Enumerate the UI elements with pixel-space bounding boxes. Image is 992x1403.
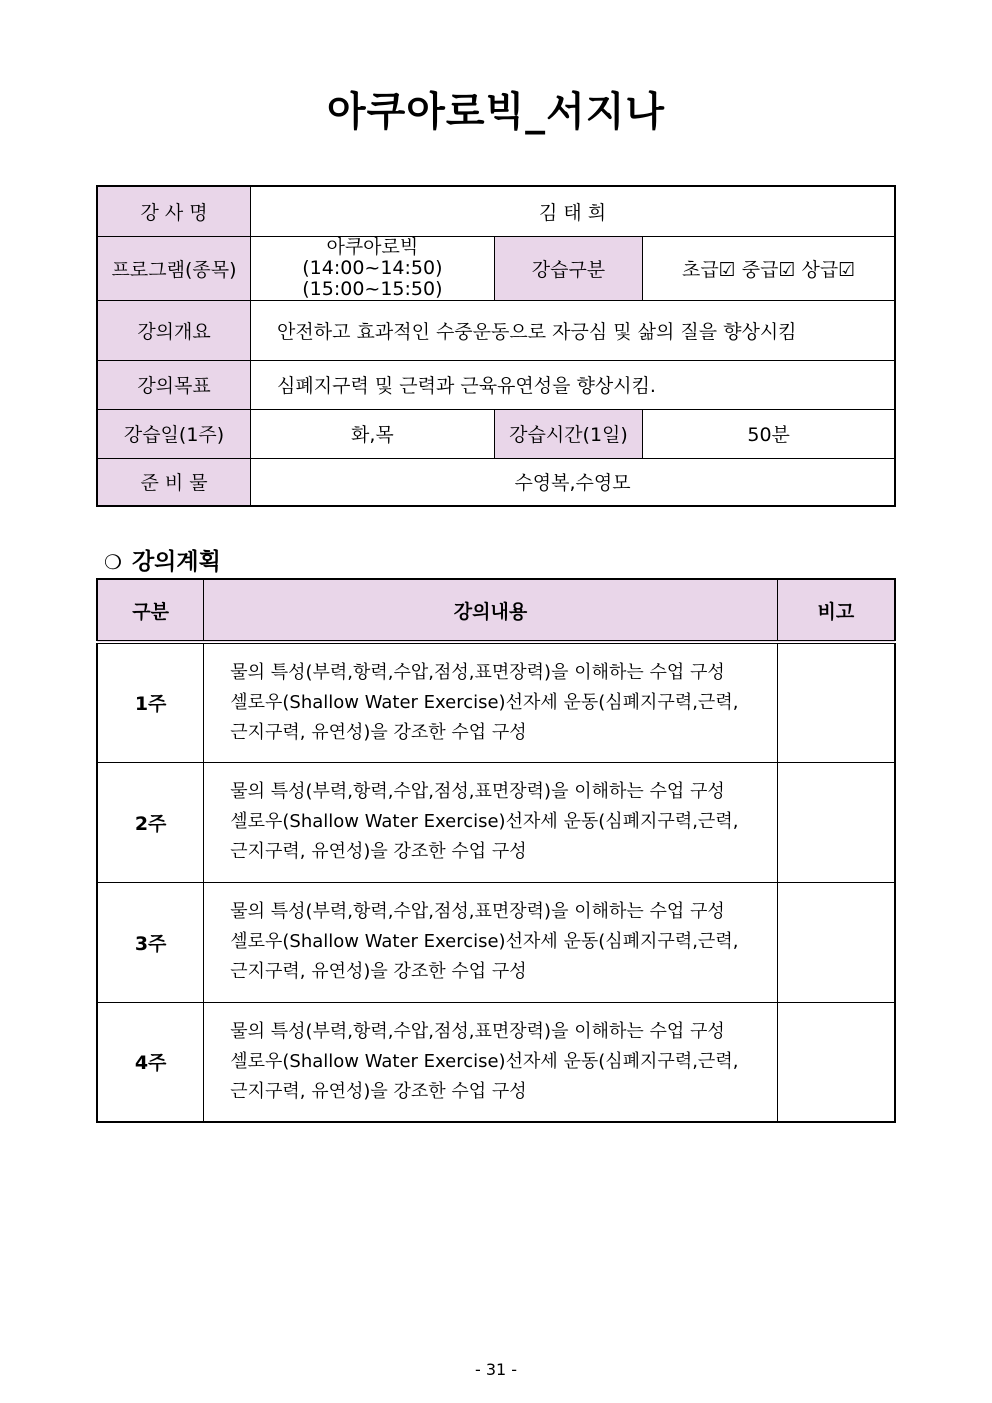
content-line: 물의 특성(부력,항력,수압,점성,표면장력)을 이해하는 수업 구성 xyxy=(230,1020,725,1042)
level-value: 초급☑ 중급☑ 상급☑ xyxy=(643,236,895,300)
overview-label: 강의개요 xyxy=(97,300,251,360)
week-cell: 2주 xyxy=(97,762,204,882)
content-line: 근지구력, 유연성)을 강조한 수업 구성 xyxy=(230,1080,527,1102)
overview-value: 안전하고 효과적인 수중운동으로 자긍심 및 삶의 질을 향상시킴 xyxy=(251,300,895,360)
circle-bullet-icon: ❍ xyxy=(104,550,122,574)
supplies-label: 준 비 물 xyxy=(97,458,251,506)
section-title: 강의계획 xyxy=(131,549,221,575)
note-cell xyxy=(777,882,895,1002)
page-title: 아쿠아로빅_서지나 xyxy=(326,89,666,135)
content-cell xyxy=(204,882,778,1002)
content-line: 물의 특성(부력,항력,수압,점성,표면장력)을 이해하는 수업 구성 xyxy=(230,781,725,802)
week-cell: 3주 xyxy=(97,882,204,1002)
duration-value: 50분 xyxy=(643,409,895,458)
program-label: 프로그램(종목) xyxy=(97,236,251,300)
table-row xyxy=(97,1002,895,1122)
section-heading xyxy=(104,543,221,576)
program-time-1: (14:00~14:50) xyxy=(302,256,443,279)
content-line: 셀로우(Shallow Water Exercise)선자세 운동(심폐지구력,근력, xyxy=(230,931,739,952)
instructor-value: 김 태 희 xyxy=(251,186,895,236)
table-row xyxy=(97,882,895,1002)
note-cell xyxy=(777,1002,895,1122)
content-cell xyxy=(204,762,778,882)
program-value xyxy=(251,236,495,300)
content-line: 물의 특성(부력,항력,수압,점성,표면장력)을 이해하는 수업 구성 xyxy=(230,901,725,922)
table-row xyxy=(97,762,895,882)
header-category: 구분 xyxy=(97,579,204,642)
note-cell xyxy=(777,642,895,762)
week-cell: 4주 xyxy=(97,1002,204,1122)
course-info-table xyxy=(96,185,896,507)
content-line: 근지구력, 유연성)을 강조한 수업 구성 xyxy=(230,841,527,862)
supplies-value: 수영복,수영모 xyxy=(251,458,895,506)
header-content: 강의내용 xyxy=(204,579,778,642)
content-line: 셀로우(Shallow Water Exercise)선자세 운동(심폐지구력,근력, xyxy=(230,691,739,713)
goal-value: 심폐지구력 및 근력과 근육유연성을 향상시킴. xyxy=(251,360,895,409)
content-line: 근지구력, 유연성)을 강조한 수업 구성 xyxy=(230,721,527,743)
page-number: - 31 - xyxy=(474,1360,518,1379)
content-cell xyxy=(204,1002,778,1122)
week-cell: 1주 xyxy=(97,642,204,762)
lecture-plan-table xyxy=(96,578,896,1123)
table-row xyxy=(97,642,895,762)
content-line: 셀로우(Shallow Water Exercise)선자세 운동(심폐지구력,근력, xyxy=(230,1050,739,1072)
content-line: 물의 특성(부력,항력,수압,점성,표면장력)을 이해하는 수업 구성 xyxy=(230,661,725,683)
content-cell xyxy=(204,642,778,762)
instructor-label: 강 사 명 xyxy=(97,186,251,236)
level-label: 강습구분 xyxy=(494,236,643,300)
content-line: 근지구력, 유연성)을 강조한 수업 구성 xyxy=(230,961,527,982)
days-label: 강습일(1주) xyxy=(97,409,251,458)
content-line: 셀로우(Shallow Water Exercise)선자세 운동(심폐지구력,근력, xyxy=(230,811,739,832)
duration-label: 강습시간(1일) xyxy=(494,409,643,458)
header-note: 비고 xyxy=(777,579,895,642)
note-cell xyxy=(777,762,895,882)
program-time-2: (15:00~15:50) xyxy=(302,277,443,300)
program-name: 아쿠아로빅 xyxy=(326,235,419,258)
goal-label: 강의목표 xyxy=(97,360,251,409)
days-value: 화,목 xyxy=(251,409,495,458)
